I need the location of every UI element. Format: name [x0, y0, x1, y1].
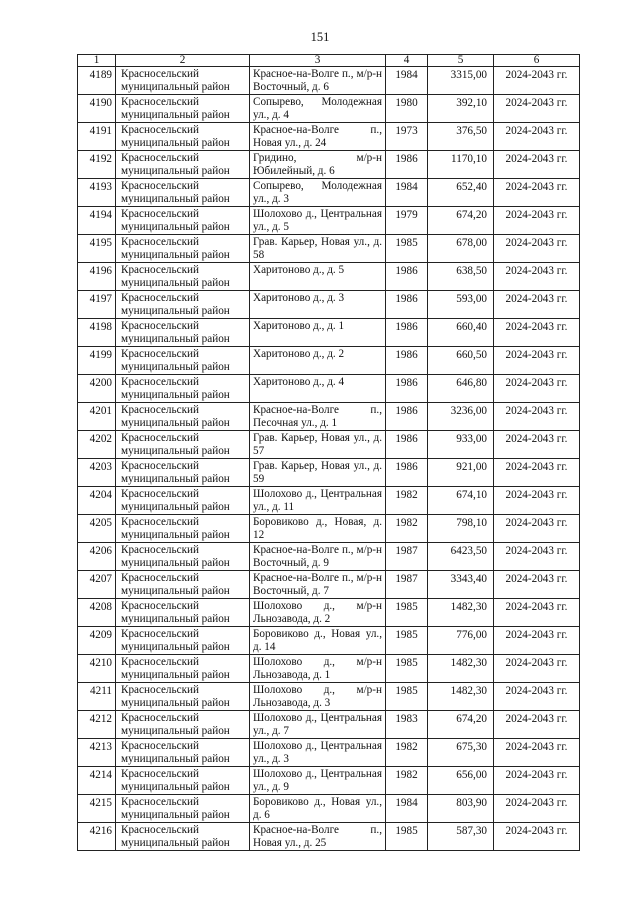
period-cell: 2024-2043 гг. — [494, 627, 580, 655]
row-number: 4215 — [78, 795, 116, 823]
district-cell: Красносельский муниципальный район — [116, 291, 250, 319]
period-cell: 2024-2043 гг. — [494, 235, 580, 263]
row-number: 4200 — [78, 375, 116, 403]
table-row — [78, 795, 580, 823]
table-row — [78, 515, 580, 543]
row-number: 4216 — [78, 823, 116, 851]
district-cell: Красносельский муниципальный район — [116, 683, 250, 711]
area-cell: 660,50 — [428, 347, 494, 375]
area-cell: 674,20 — [428, 711, 494, 739]
address-cell: Красное-на-Волге п., Новая ул., д. 24 — [250, 123, 386, 151]
address-cell: Грав. Карьер, Новая ул., д. 58 — [250, 235, 386, 263]
address-cell: Шолохово д., Центральная ул., д. 3 — [250, 739, 386, 767]
area-cell: 921,00 — [428, 459, 494, 487]
period-cell: 2024-2043 гг. — [494, 711, 580, 739]
table-row — [78, 739, 580, 767]
header-col-1: 1 — [78, 55, 116, 67]
table-row — [78, 263, 580, 291]
table-body — [78, 67, 580, 851]
district-cell: Красносельский муниципальный район — [116, 543, 250, 571]
row-number: 4201 — [78, 403, 116, 431]
year-cell: 1985 — [386, 655, 428, 683]
year-cell: 1986 — [386, 319, 428, 347]
table-row — [78, 403, 580, 431]
header-col-4: 4 — [386, 55, 428, 67]
table-row — [78, 95, 580, 123]
address-cell: Шолохово д., м/р-н Льнозавода, д. 3 — [250, 683, 386, 711]
area-cell: 678,00 — [428, 235, 494, 263]
year-cell: 1973 — [386, 123, 428, 151]
area-cell: 776,00 — [428, 627, 494, 655]
period-cell: 2024-2043 гг. — [494, 403, 580, 431]
row-number: 4214 — [78, 767, 116, 795]
address-cell: Шолохово д., Центральная ул., д. 11 — [250, 487, 386, 515]
area-cell: 646,80 — [428, 375, 494, 403]
year-cell: 1986 — [386, 291, 428, 319]
row-number: 4196 — [78, 263, 116, 291]
period-cell: 2024-2043 гг. — [494, 459, 580, 487]
district-cell: Красносельский муниципальный район — [116, 67, 250, 95]
area-cell: 1482,30 — [428, 683, 494, 711]
period-cell: 2024-2043 гг. — [494, 431, 580, 459]
year-cell: 1985 — [386, 823, 428, 851]
district-cell: Красносельский муниципальный район — [116, 263, 250, 291]
year-cell: 1982 — [386, 487, 428, 515]
year-cell: 1982 — [386, 739, 428, 767]
address-cell: Боровиково д., Новая ул., д. 6 — [250, 795, 386, 823]
year-cell: 1982 — [386, 515, 428, 543]
period-cell: 2024-2043 гг. — [494, 571, 580, 599]
year-cell: 1984 — [386, 795, 428, 823]
table-row — [78, 319, 580, 347]
district-cell: Красносельский муниципальный район — [116, 375, 250, 403]
year-cell: 1986 — [386, 151, 428, 179]
district-cell: Красносельский муниципальный район — [116, 403, 250, 431]
row-number: 4193 — [78, 179, 116, 207]
page-number: 151 — [310, 30, 330, 44]
district-cell: Красносельский муниципальный район — [116, 655, 250, 683]
area-cell: 6423,50 — [428, 543, 494, 571]
address-cell: Шолохово д., Центральная ул., д. 7 — [250, 711, 386, 739]
row-number: 4213 — [78, 739, 116, 767]
table-row — [78, 459, 580, 487]
year-cell: 1985 — [386, 627, 428, 655]
period-cell: 2024-2043 гг. — [494, 795, 580, 823]
district-cell: Красносельский муниципальный район — [116, 823, 250, 851]
table-row — [78, 67, 580, 95]
district-cell: Красносельский муниципальный район — [116, 431, 250, 459]
row-number: 4197 — [78, 291, 116, 319]
table-header — [78, 55, 580, 67]
table-row — [78, 291, 580, 319]
year-cell: 1979 — [386, 207, 428, 235]
area-cell: 1482,30 — [428, 599, 494, 627]
address-cell: Красное-на-Волге п., Песочная ул., д. 1 — [250, 403, 386, 431]
year-cell: 1986 — [386, 403, 428, 431]
address-cell: Шолохово д., м/р-н Льнозавода, д. 1 — [250, 655, 386, 683]
district-cell: Красносельский муниципальный район — [116, 487, 250, 515]
year-cell: 1986 — [386, 375, 428, 403]
address-cell: Грав. Карьер, Новая ул., д. 57 — [250, 431, 386, 459]
district-cell: Красносельский муниципальный район — [116, 151, 250, 179]
area-cell: 933,00 — [428, 431, 494, 459]
district-cell: Красносельский муниципальный район — [116, 459, 250, 487]
year-cell: 1986 — [386, 431, 428, 459]
area-cell: 1482,30 — [428, 655, 494, 683]
row-number: 4191 — [78, 123, 116, 151]
header-col-3: 3 — [250, 55, 386, 67]
district-cell: Красносельский муниципальный район — [116, 711, 250, 739]
row-number: 4211 — [78, 683, 116, 711]
year-cell: 1982 — [386, 767, 428, 795]
row-number: 4212 — [78, 711, 116, 739]
period-cell: 2024-2043 гг. — [494, 291, 580, 319]
row-number: 4199 — [78, 347, 116, 375]
period-cell: 2024-2043 гг. — [494, 515, 580, 543]
row-number: 4192 — [78, 151, 116, 179]
row-number: 4194 — [78, 207, 116, 235]
area-cell: 3315,00 — [428, 67, 494, 95]
address-cell: Шолохово д., м/р-н Льнозавода, д. 2 — [250, 599, 386, 627]
area-cell: 674,10 — [428, 487, 494, 515]
district-cell: Красносельский муниципальный район — [116, 95, 250, 123]
year-cell: 1987 — [386, 571, 428, 599]
table-row — [78, 571, 580, 599]
year-cell: 1987 — [386, 543, 428, 571]
table-row — [78, 543, 580, 571]
period-cell: 2024-2043 гг. — [494, 543, 580, 571]
period-cell: 2024-2043 гг. — [494, 319, 580, 347]
year-cell: 1980 — [386, 95, 428, 123]
period-cell: 2024-2043 гг. — [494, 347, 580, 375]
table-row — [78, 487, 580, 515]
period-cell: 2024-2043 гг. — [494, 207, 580, 235]
period-cell: 2024-2043 гг. — [494, 823, 580, 851]
table-row — [78, 431, 580, 459]
area-cell: 587,30 — [428, 823, 494, 851]
address-cell: Харитоново д., д. 4 — [250, 375, 386, 403]
address-cell: Харитоново д., д. 1 — [250, 319, 386, 347]
area-cell: 638,50 — [428, 263, 494, 291]
period-cell: 2024-2043 гг. — [494, 599, 580, 627]
area-cell: 674,20 — [428, 207, 494, 235]
table-row — [78, 151, 580, 179]
table-row — [78, 599, 580, 627]
row-number: 4202 — [78, 431, 116, 459]
year-cell: 1986 — [386, 263, 428, 291]
row-number: 4203 — [78, 459, 116, 487]
header-col-2: 2 — [116, 55, 250, 67]
district-cell: Красносельский муниципальный район — [116, 739, 250, 767]
district-cell: Красносельский муниципальный район — [116, 599, 250, 627]
area-cell: 1170,10 — [428, 151, 494, 179]
district-cell: Красносельский муниципальный район — [116, 207, 250, 235]
year-cell: 1983 — [386, 711, 428, 739]
table-row — [78, 123, 580, 151]
table-row — [78, 711, 580, 739]
period-cell: 2024-2043 гг. — [494, 487, 580, 515]
area-cell: 593,00 — [428, 291, 494, 319]
table-row — [78, 767, 580, 795]
district-cell: Красносельский муниципальный район — [116, 347, 250, 375]
row-number: 4207 — [78, 571, 116, 599]
district-cell: Красносельский муниципальный район — [116, 123, 250, 151]
area-cell: 656,00 — [428, 767, 494, 795]
year-cell: 1986 — [386, 347, 428, 375]
header-col-6: 6 — [494, 55, 580, 67]
table-row — [78, 179, 580, 207]
address-cell: Красное-на-Волге п., Новая ул., д. 25 — [250, 823, 386, 851]
registry-table — [77, 54, 580, 851]
table-row — [78, 655, 580, 683]
district-cell: Красносельский муниципальный район — [116, 767, 250, 795]
area-cell: 3343,40 — [428, 571, 494, 599]
row-number: 4195 — [78, 235, 116, 263]
district-cell: Красносельский муниципальный район — [116, 515, 250, 543]
period-cell: 2024-2043 гг. — [494, 151, 580, 179]
table-row — [78, 235, 580, 263]
row-number: 4210 — [78, 655, 116, 683]
address-cell: Сопырево, Молодежная ул., д. 4 — [250, 95, 386, 123]
period-cell: 2024-2043 гг. — [494, 263, 580, 291]
area-cell: 392,10 — [428, 95, 494, 123]
district-cell: Красносельский муниципальный район — [116, 319, 250, 347]
address-cell: Грав. Карьер, Новая ул., д. 59 — [250, 459, 386, 487]
area-cell: 652,40 — [428, 179, 494, 207]
period-cell: 2024-2043 гг. — [494, 179, 580, 207]
table-row — [78, 683, 580, 711]
area-cell: 675,30 — [428, 739, 494, 767]
address-cell: Харитоново д., д. 5 — [250, 263, 386, 291]
row-number: 4189 — [78, 67, 116, 95]
table-row — [78, 207, 580, 235]
address-cell: Красное-на-Волге п., м/р-н Восточный, д. 6 — [250, 67, 386, 95]
year-cell: 1984 — [386, 67, 428, 95]
row-number: 4208 — [78, 599, 116, 627]
period-cell: 2024-2043 гг. — [494, 375, 580, 403]
table-row — [78, 627, 580, 655]
row-number: 4206 — [78, 543, 116, 571]
row-number: 4204 — [78, 487, 116, 515]
period-cell: 2024-2043 гг. — [494, 683, 580, 711]
address-cell: Сопырево, Молодежная ул., д. 3 — [250, 179, 386, 207]
address-cell: Красное-на-Волге п., м/р-н Восточный, д. 7 — [250, 571, 386, 599]
district-cell: Красносельский муниципальный район — [116, 235, 250, 263]
period-cell: 2024-2043 гг. — [494, 123, 580, 151]
area-cell: 660,40 — [428, 319, 494, 347]
table-row — [78, 375, 580, 403]
row-number: 4205 — [78, 515, 116, 543]
area-cell: 376,50 — [428, 123, 494, 151]
district-cell: Красносельский муниципальный район — [116, 795, 250, 823]
year-cell: 1986 — [386, 459, 428, 487]
row-number: 4209 — [78, 627, 116, 655]
address-cell: Харитоново д., д. 3 — [250, 291, 386, 319]
district-cell: Красносельский муниципальный район — [116, 179, 250, 207]
district-cell: Красносельский муниципальный район — [116, 571, 250, 599]
period-cell: 2024-2043 гг. — [494, 67, 580, 95]
address-cell: Харитоново д., д. 2 — [250, 347, 386, 375]
address-cell: Боровиково д., Новая ул., д. 14 — [250, 627, 386, 655]
area-cell: 803,90 — [428, 795, 494, 823]
year-cell: 1985 — [386, 683, 428, 711]
period-cell: 2024-2043 гг. — [494, 95, 580, 123]
period-cell: 2024-2043 гг. — [494, 739, 580, 767]
table-row — [78, 823, 580, 851]
year-cell: 1985 — [386, 599, 428, 627]
year-cell: 1984 — [386, 179, 428, 207]
period-cell: 2024-2043 гг. — [494, 767, 580, 795]
address-cell: Шолохово д., Центральная ул., д. 5 — [250, 207, 386, 235]
address-cell: Красное-на-Волге п., м/р-н Восточный, д. 9 — [250, 543, 386, 571]
header-col-5: 5 — [428, 55, 494, 67]
year-cell: 1985 — [386, 235, 428, 263]
table-row — [78, 347, 580, 375]
area-cell: 3236,00 — [428, 403, 494, 431]
period-cell: 2024-2043 гг. — [494, 655, 580, 683]
row-number: 4190 — [78, 95, 116, 123]
address-cell: Боровиково д., Новая, д. 12 — [250, 515, 386, 543]
area-cell: 798,10 — [428, 515, 494, 543]
district-cell: Красносельский муниципальный район — [116, 627, 250, 655]
row-number: 4198 — [78, 319, 116, 347]
address-cell: Шолохово д., Центральная ул., д. 9 — [250, 767, 386, 795]
header-row — [78, 55, 580, 67]
address-cell: Гридино, м/р-н Юбилейный, д. 6 — [250, 151, 386, 179]
